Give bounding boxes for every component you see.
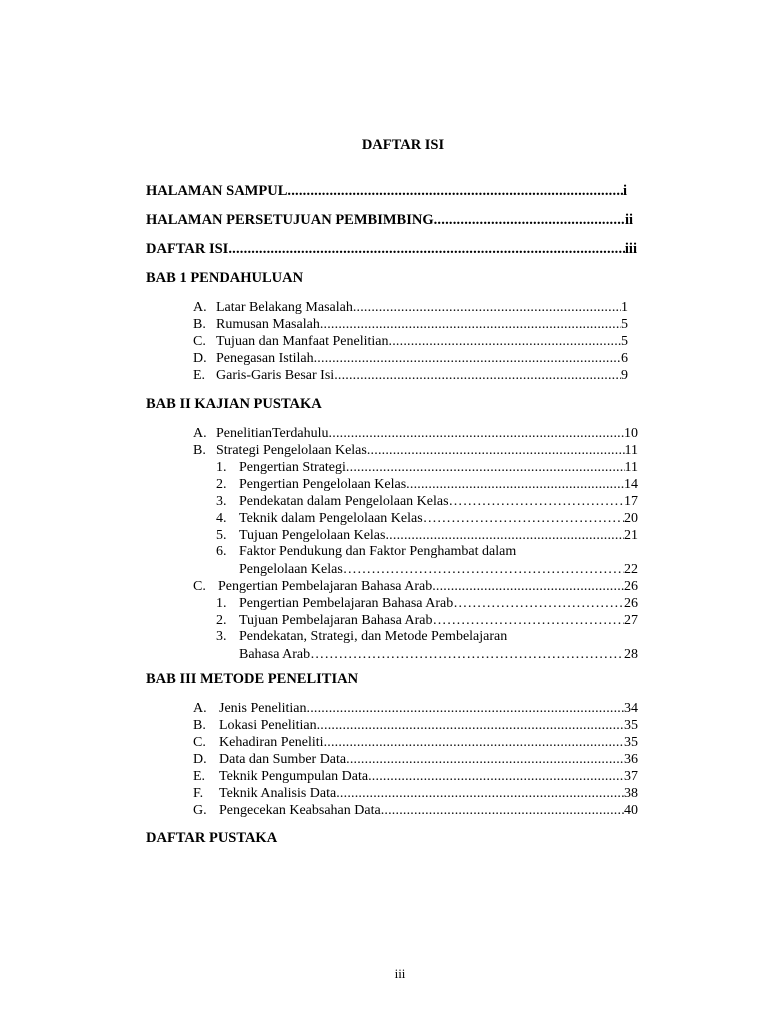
toc-subentry: 3. Pendekatan dalam Pengelolaan Kelas ………………………………………………………………………………………………………………………………………… 17 bbox=[216, 493, 638, 510]
toc-subentry-line1: 3. Pendekatan, Strategi, dan Metode Pembelajaran bbox=[216, 629, 508, 644]
toc-entry-daftar-isi: DAFTAR ISI ..... iii bbox=[146, 241, 637, 258]
toc-entry: D. Data dan Sumber Data ..... 36 bbox=[193, 751, 638, 768]
toc-entry: B. Strategi Pengelolaan Kelas ..... 11 bbox=[193, 442, 638, 459]
toc-entry-halaman-sampul: HALAMAN SAMPUL ..... i bbox=[146, 183, 627, 200]
toc-entry: B. Lokasi Penelitian ..... 35 bbox=[193, 717, 638, 734]
toc-subentry: 1. Pengertian Pembelajaran Bahasa Arab ………………………………………………………………………………………………………………………………………… 26 bbox=[216, 595, 638, 612]
toc-entry: A. PenelitianTerdahulu ..... 10 bbox=[193, 425, 638, 442]
toc-subentry: 2. Tujuan Pembelajaran Bahasa Arab ………………………………………………………………………………………………………………………………………… 27 bbox=[216, 612, 638, 629]
chapter-heading-bab1: BAB 1 PENDAHULUAN bbox=[146, 270, 304, 286]
toc-entry: A. Jenis Penelitian ..... 34 bbox=[193, 700, 638, 717]
toc-entry: B. Rumusan Masalah ..... 5 bbox=[193, 316, 628, 333]
page-title: DAFTAR ISI bbox=[361, 137, 445, 153]
toc-subentry-line2: Pengelolaan Kelas ………………………………………………………………………………………………………………………………………… 22 bbox=[239, 561, 638, 578]
toc-entry: D. Penegasan Istilah ..... 6 bbox=[193, 350, 628, 367]
toc-entry: G. Pengecekan Keabsahan Data ..... 40 bbox=[193, 802, 638, 819]
toc-subentry: 1. Pengertian Strategi ..... 11 bbox=[216, 459, 638, 476]
toc-entry: F. Teknik Analisis Data ..... 38 bbox=[193, 785, 638, 802]
page-number: iii bbox=[394, 966, 406, 981]
toc-subentry: 5. Tujuan Pengelolaan Kelas ..... 21 bbox=[216, 527, 638, 544]
daftar-pustaka-heading: DAFTAR PUSTAKA bbox=[146, 830, 278, 846]
toc-entry-halaman-persetujuan: HALAMAN PERSETUJUAN PEMBIMBING ..... ii bbox=[146, 212, 633, 229]
toc-entry: E. Teknik Pengumpulan Data ..... 37 bbox=[193, 768, 638, 785]
toc-entry: C. Kehadiran Peneliti ..... 35 bbox=[193, 734, 638, 751]
toc-subentry-line2: Bahasa Arab ………………………………………………………………………………………………………………………………………… 28 bbox=[239, 646, 638, 663]
toc-entry: A. Latar Belakang Masalah ..... 1 bbox=[193, 299, 628, 316]
toc-entry: E. Garis-Garis Besar Isi ..... 9 bbox=[193, 367, 628, 384]
toc-subentry-line1: 6. Faktor Pendukung dan Faktor Penghambat dalam bbox=[216, 544, 517, 559]
toc-subentry: 4. Teknik dalam Pengelolaan Kelas ………………………………………………………………………………………………………………………………………… 20 bbox=[216, 510, 638, 527]
toc-subentry: 2. Pengertian Pengelolaan Kelas ..... 14 bbox=[216, 476, 638, 493]
toc-entry: C. Pengertian Pembelajaran Bahasa Arab ..... 26 bbox=[193, 578, 638, 595]
toc-entry: C. Tujuan dan Manfaat Penelitian ..... 5 bbox=[193, 333, 628, 350]
chapter-heading-bab2: BAB II KAJIAN PUSTAKA bbox=[146, 396, 322, 412]
chapter-heading-bab3: BAB III METODE PENELITIAN bbox=[146, 671, 359, 687]
